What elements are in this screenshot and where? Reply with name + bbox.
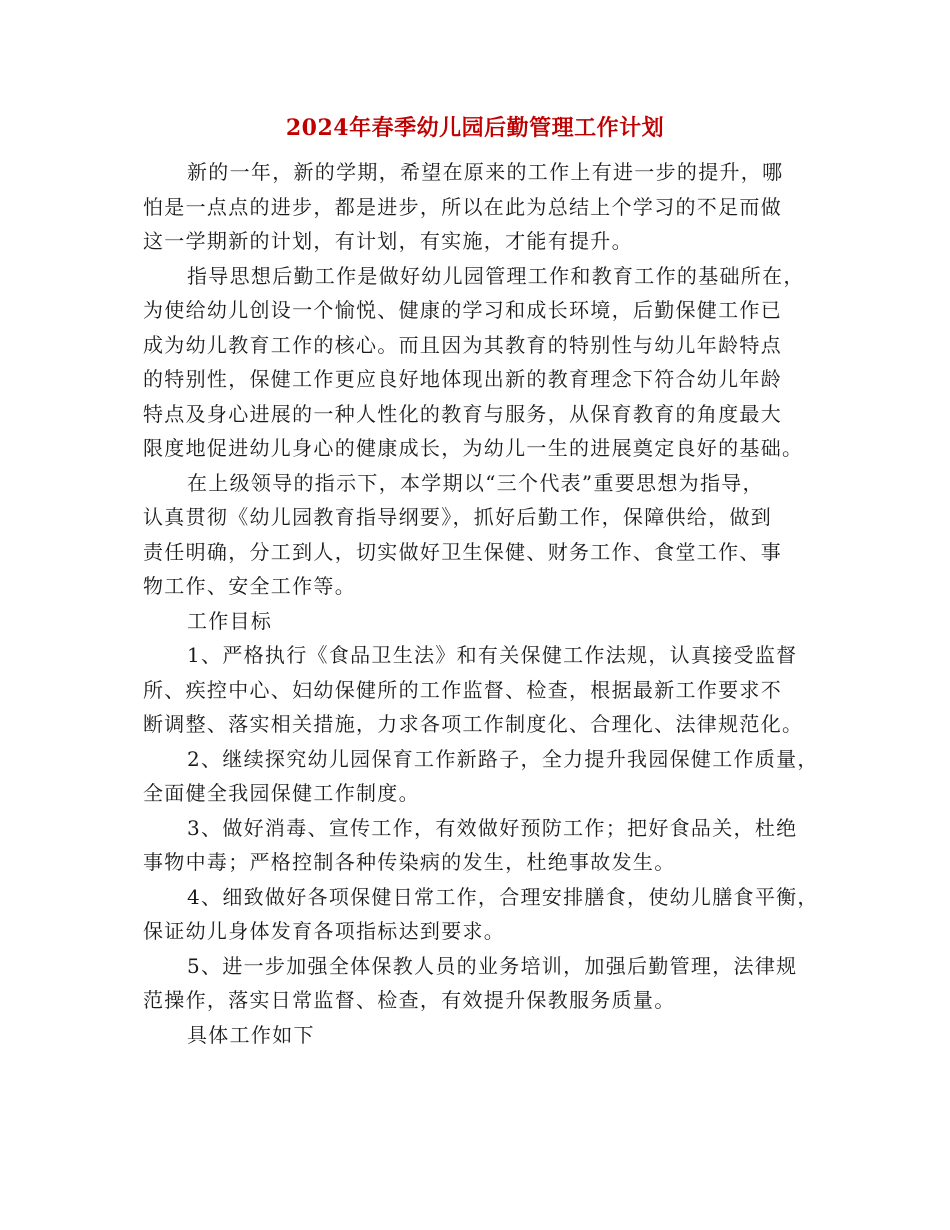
document-title: 2024年春季幼儿园后勤管理工作计划 [285, 115, 665, 141]
text-line: 全面健全我园保健工作制度。 [143, 781, 420, 805]
text-line: 工作目标 [187, 608, 273, 633]
text-line: 为使给幼儿创设一个愉悦、健康的学习和成长环境，后勤保健工作已 [143, 298, 782, 322]
text-line: 范操作，落实日常监督、检查，有效提升保教服务质量。 [143, 988, 676, 1012]
text-line: 保证幼儿身体发育各项指标达到要求。 [143, 919, 506, 943]
text-line: 新的一年，新的学期，希望在原来的工作上有进一步的提升，哪 [187, 160, 784, 184]
goal-item-4 [143, 880, 819, 949]
paragraph-guiding-ideology [143, 259, 813, 466]
paragraph-intro [143, 155, 813, 259]
goal-item-1 [143, 638, 813, 742]
text-line: 在上级领导的指示下，本学期以“三个代表”重要思想为指导， [187, 470, 764, 495]
text-line: 1、严格执行《食品卫生法》和有关保健工作法规，认真接受监督 [187, 643, 798, 667]
text-line: 断调整、落实相关措施，力求各项工作制度化、合理化、法律规范化。 [143, 712, 804, 736]
text-line: 认真贯彻《幼儿园教育指导纲要》，抓好后勤工作，保障供给，做到 [143, 505, 772, 529]
goal-item-3 [143, 811, 813, 880]
text-line: 责任明确，分工到人，切实做好卫生保健、财务工作、食堂工作、事 [143, 539, 782, 564]
text-line: 限度地促进幼儿身心的健康成长，为幼儿一生的进展奠定良好的基础。 [143, 436, 804, 460]
text-line: 成为幼儿教育工作的核心。而且因为其教育的特别性与幼儿年龄特点 [143, 332, 782, 357]
section-heading-goals [143, 604, 813, 639]
goal-item-2 [143, 742, 819, 811]
section-heading-specific-work [143, 1018, 813, 1053]
text-line: 具体工作如下 [187, 1022, 315, 1047]
text-line: 怕是一点点的进步，都是进步，所以在此为总结上个学习的不足而做 [143, 194, 782, 219]
text-line: 所、疾控中心、妇幼保健所的工作监督、检查，根据最新工作要求不 [143, 677, 782, 702]
text-line: 这一学期新的计划，有计划，有实施，才能有提升。 [143, 229, 633, 253]
text-line: 4、细致做好各项保健日常工作，合理安排膳食，使幼儿膳食平衡， [187, 884, 819, 909]
text-line: 特点及身心进展的一种人性化的教育与服务，从保育教育的角度最大 [143, 401, 782, 426]
text-line: 事物中毒；严格控制各种传染病的发生，杜绝事故发生。 [143, 850, 676, 874]
text-line: 5、进一步加强全体保教人员的业务培训，加强后勤管理，法律规 [187, 953, 798, 978]
text-line: 物工作、安全工作等。 [143, 574, 356, 598]
text-line: 的特别性，保健工作更应良好地体现出新的教育理念下符合幼儿年龄 [143, 367, 782, 391]
text-line: 3、做好消毒、宣传工作，有效做好预防工作；把好食品关，杜绝 [187, 815, 798, 840]
text-line: 指导思想后勤工作是做好幼儿园管理工作和教育工作的基础所在， [187, 263, 805, 288]
document-body [143, 155, 819, 1052]
text-line: 2、继续探究幼儿园保育工作新路子，全力提升我园保健工作质量， [187, 746, 819, 771]
goal-item-5 [143, 949, 813, 1018]
paragraph-leadership [143, 466, 813, 604]
